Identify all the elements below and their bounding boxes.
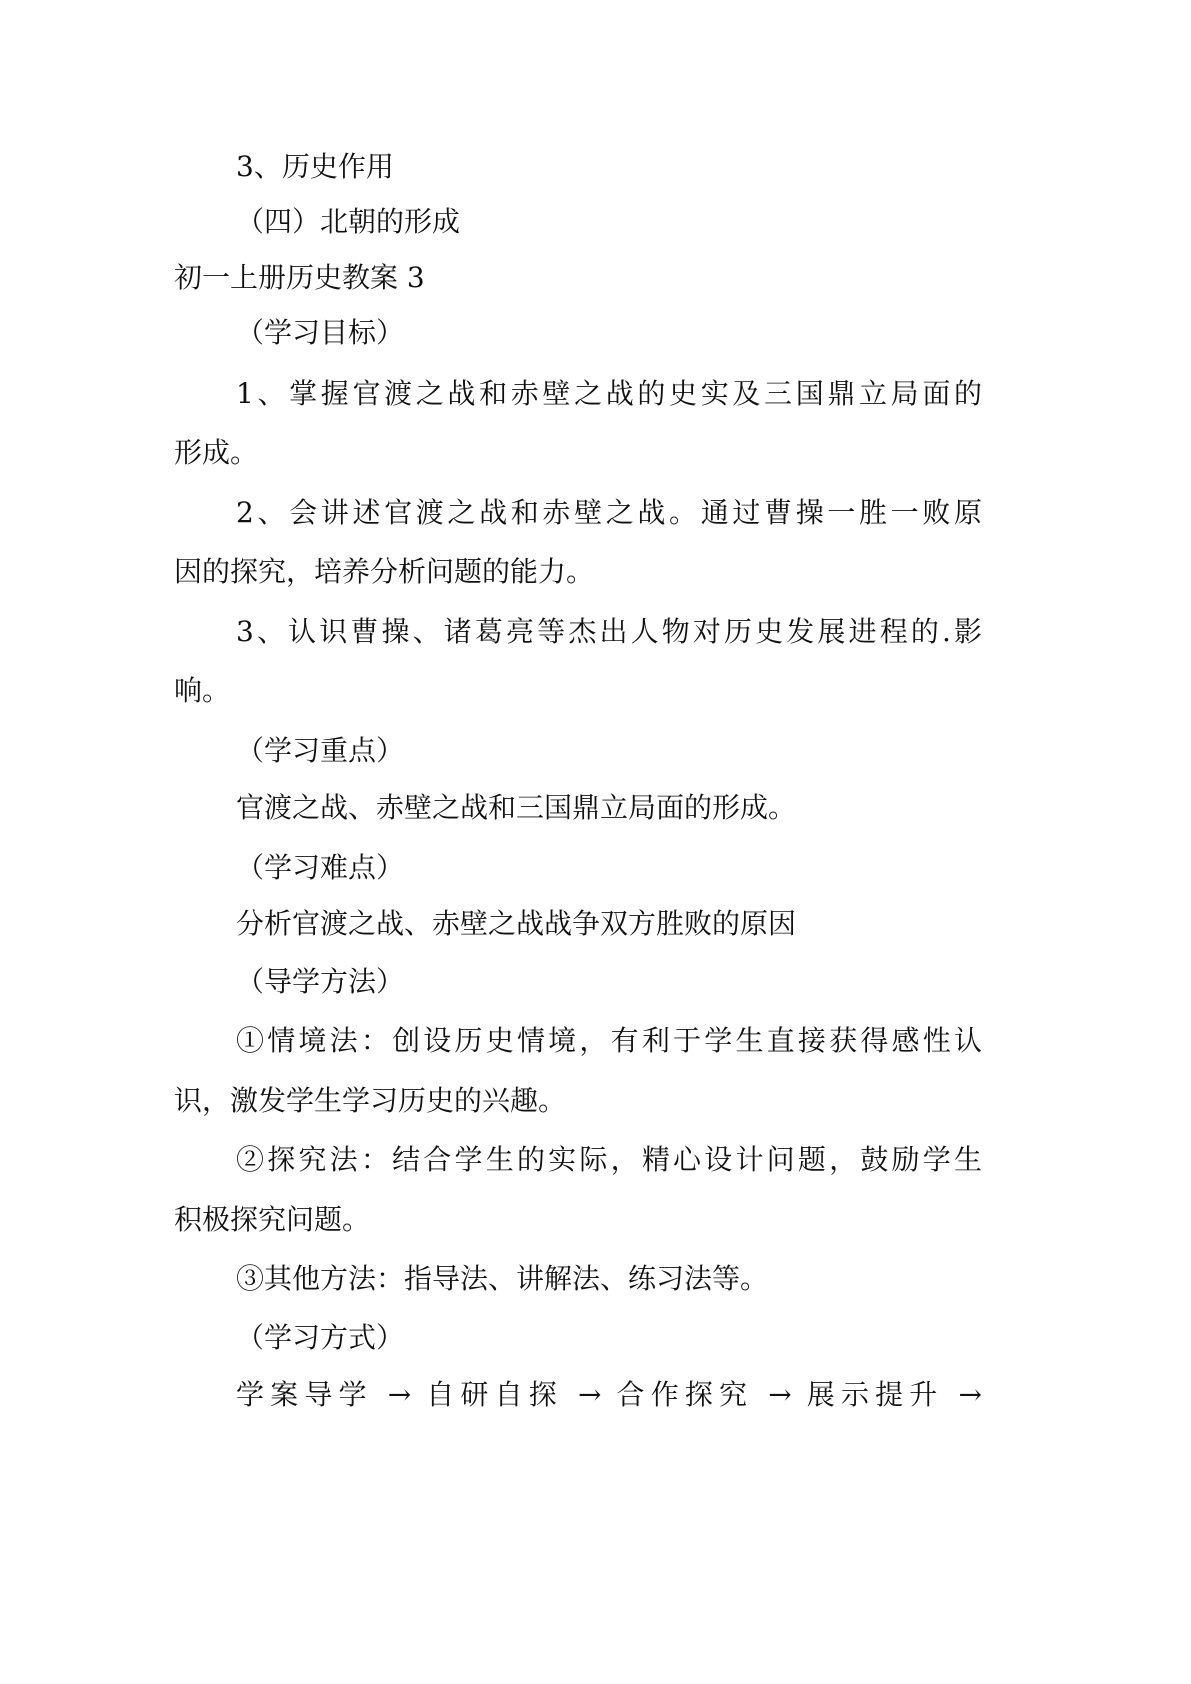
text-line-14: 分析官渡之战、赤壁之战战争双方胜败的原因 [236,907,797,940]
text-line-6: 形成。 [174,436,259,469]
text-line-2: （四）北朝的形成 [236,205,461,238]
text-line-4: （学习目标） [236,316,405,349]
text-line-21: （学习方式） [236,1321,405,1354]
text-line-19: 积极探究问题。 [174,1203,371,1236]
text-line-11: （学习重点） [236,734,405,767]
text-line-3: 初一上册历史教案 3 [174,261,425,294]
text-line-16: ①情境法：创设历史情境，有利于学生直接获得感性认 [236,1024,982,1057]
text-line-1: 3、历史作用 [236,150,394,183]
text-line-15: （导学方法） [236,965,405,998]
text-line-22: 学案导学 → 自研自探 → 合作探究 → 展示提升 → [236,1378,982,1411]
text-line-12: 官渡之战、赤壁之战和三国鼎立局面的形成。 [236,791,797,824]
text-line-13: （学习难点） [236,851,405,884]
text-line-20: ③其他方法：指导法、讲解法、练习法等。 [236,1262,769,1295]
text-line-10: 响。 [174,674,231,707]
text-line-7: 2、会讲述官渡之战和赤壁之战。通过曹操一胜一败原 [236,496,982,529]
text-line-5: 1、掌握官渡之战和赤壁之战的史实及三国鼎立局面的 [236,377,982,410]
text-line-18: ②探究法：结合学生的实际，精心设计问题，鼓励学生 [236,1143,982,1176]
text-line-8: 因的探究，培养分析问题的能力。 [174,555,595,588]
text-line-17: 识，激发学生学习历史的兴趣。 [174,1084,567,1117]
text-line-9: 3、认识曹操、诸葛亮等杰出人物对历史发展进程的.影 [236,615,982,648]
